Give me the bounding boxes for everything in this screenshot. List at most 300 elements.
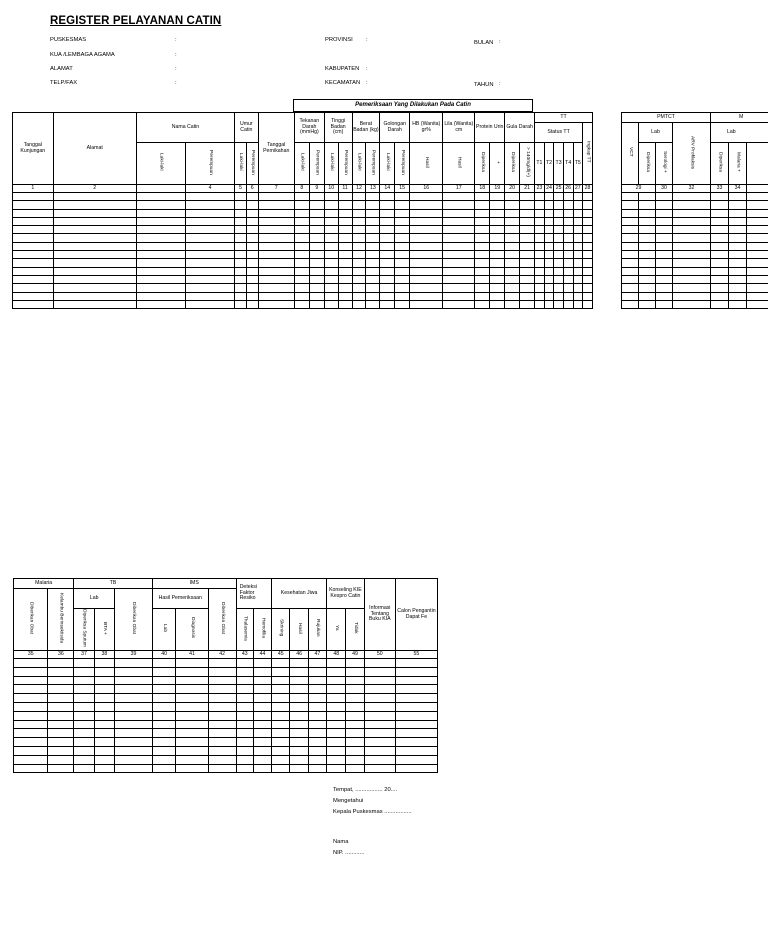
data-cell[interactable]	[48, 702, 74, 711]
data-cell[interactable]	[656, 201, 673, 209]
data-cell[interactable]	[208, 667, 236, 676]
data-cell[interactable]	[380, 201, 395, 209]
data-cell[interactable]	[366, 284, 380, 292]
data-cell[interactable]	[235, 234, 247, 242]
data-cell[interactable]	[338, 201, 352, 209]
data-cell[interactable]	[208, 738, 236, 747]
data-cell[interactable]	[309, 251, 324, 259]
data-cell[interactable]	[352, 242, 366, 250]
data-cell[interactable]	[272, 738, 290, 747]
data-cell[interactable]	[53, 217, 136, 225]
data-cell[interactable]	[115, 702, 153, 711]
data-cell[interactable]	[656, 300, 673, 308]
data-cell[interactable]	[346, 764, 364, 773]
data-cell[interactable]	[639, 259, 656, 267]
data-cell[interactable]	[729, 234, 747, 242]
data-cell[interactable]	[253, 729, 271, 738]
data-cell[interactable]	[152, 746, 176, 755]
data-cell[interactable]	[74, 738, 94, 747]
data-cell[interactable]	[544, 292, 554, 300]
data-cell[interactable]	[253, 694, 271, 703]
data-cell[interactable]	[364, 659, 395, 668]
data-cell[interactable]	[475, 275, 490, 283]
data-cell[interactable]	[364, 746, 395, 755]
data-cell[interactable]	[258, 292, 294, 300]
data-cell[interactable]	[352, 217, 366, 225]
data-cell[interactable]	[94, 746, 114, 755]
data-cell[interactable]	[352, 267, 366, 275]
data-cell[interactable]	[309, 226, 324, 234]
data-cell[interactable]	[48, 667, 74, 676]
data-cell[interactable]	[74, 702, 94, 711]
data-cell[interactable]	[573, 300, 583, 308]
data-cell[interactable]	[115, 764, 153, 773]
data-cell[interactable]	[74, 711, 94, 720]
data-cell[interactable]	[520, 201, 535, 209]
data-cell[interactable]	[246, 234, 258, 242]
data-cell[interactable]	[94, 711, 114, 720]
data-cell[interactable]	[235, 259, 247, 267]
data-cell[interactable]	[656, 275, 673, 283]
data-cell[interactable]	[136, 193, 185, 201]
data-cell[interactable]	[324, 201, 338, 209]
data-cell[interactable]	[14, 738, 48, 747]
data-cell[interactable]	[554, 201, 564, 209]
data-cell[interactable]	[14, 720, 48, 729]
data-cell[interactable]	[583, 209, 593, 217]
data-cell[interactable]	[294, 201, 309, 209]
data-cell[interactable]	[136, 209, 185, 217]
data-cell[interactable]	[290, 711, 308, 720]
data-cell[interactable]	[364, 711, 395, 720]
data-cell[interactable]	[208, 676, 236, 685]
data-cell[interactable]	[395, 729, 437, 738]
data-cell[interactable]	[490, 193, 505, 201]
data-cell[interactable]	[443, 300, 475, 308]
data-cell[interactable]	[656, 234, 673, 242]
data-cell[interactable]	[185, 201, 234, 209]
data-cell[interactable]	[639, 193, 656, 201]
data-cell[interactable]	[272, 755, 290, 764]
data-cell[interactable]	[366, 259, 380, 267]
data-cell[interactable]	[544, 284, 554, 292]
data-cell[interactable]	[53, 259, 136, 267]
data-cell[interactable]	[309, 284, 324, 292]
data-cell[interactable]	[505, 275, 520, 283]
data-cell[interactable]	[475, 193, 490, 201]
data-cell[interactable]	[380, 292, 395, 300]
data-cell[interactable]	[410, 209, 443, 217]
data-cell[interactable]	[639, 209, 656, 217]
data-cell[interactable]	[236, 720, 253, 729]
data-cell[interactable]	[583, 242, 593, 250]
data-cell[interactable]	[185, 193, 234, 201]
data-cell[interactable]	[639, 217, 656, 225]
data-cell[interactable]	[308, 711, 326, 720]
data-cell[interactable]	[152, 702, 176, 711]
data-cell[interactable]	[136, 226, 185, 234]
data-cell[interactable]	[505, 292, 520, 300]
data-cell[interactable]	[74, 685, 94, 694]
data-cell[interactable]	[622, 267, 639, 275]
data-cell[interactable]	[395, 259, 410, 267]
data-cell[interactable]	[520, 226, 535, 234]
data-cell[interactable]	[94, 694, 114, 703]
data-cell[interactable]	[290, 702, 308, 711]
data-cell[interactable]	[235, 292, 247, 300]
data-cell[interactable]	[13, 217, 54, 225]
data-cell[interactable]	[324, 234, 338, 242]
data-cell[interactable]	[711, 226, 729, 234]
data-cell[interactable]	[639, 251, 656, 259]
data-cell[interactable]	[573, 234, 583, 242]
data-cell[interactable]	[656, 267, 673, 275]
data-cell[interactable]	[53, 292, 136, 300]
data-cell[interactable]	[563, 251, 573, 259]
data-cell[interactable]	[729, 251, 747, 259]
data-cell[interactable]	[53, 193, 136, 201]
data-cell[interactable]	[554, 292, 564, 300]
data-cell[interactable]	[308, 702, 326, 711]
data-cell[interactable]	[673, 226, 711, 234]
data-cell[interactable]	[563, 217, 573, 225]
data-cell[interactable]	[136, 234, 185, 242]
data-cell[interactable]	[14, 729, 48, 738]
data-cell[interactable]	[544, 275, 554, 283]
data-cell[interactable]	[208, 746, 236, 755]
data-cell[interactable]	[235, 275, 247, 283]
data-cell[interactable]	[544, 259, 554, 267]
data-cell[interactable]	[410, 284, 443, 292]
data-cell[interactable]	[490, 284, 505, 292]
data-cell[interactable]	[327, 676, 346, 685]
data-cell[interactable]	[115, 659, 153, 668]
data-cell[interactable]	[272, 659, 290, 668]
data-cell[interactable]	[136, 217, 185, 225]
data-cell[interactable]	[185, 275, 234, 283]
data-cell[interactable]	[490, 209, 505, 217]
data-cell[interactable]	[443, 209, 475, 217]
data-cell[interactable]	[338, 275, 352, 283]
data-cell[interactable]	[554, 193, 564, 201]
data-cell[interactable]	[253, 738, 271, 747]
data-cell[interactable]	[729, 201, 747, 209]
data-cell[interactable]	[338, 209, 352, 217]
data-cell[interactable]	[747, 217, 768, 225]
data-cell[interactable]	[246, 242, 258, 250]
data-cell[interactable]	[490, 217, 505, 225]
data-cell[interactable]	[290, 667, 308, 676]
data-cell[interactable]	[338, 217, 352, 225]
data-cell[interactable]	[176, 694, 208, 703]
data-cell[interactable]	[563, 226, 573, 234]
data-cell[interactable]	[176, 659, 208, 668]
data-cell[interactable]	[380, 209, 395, 217]
data-cell[interactable]	[535, 209, 545, 217]
data-cell[interactable]	[520, 209, 535, 217]
data-cell[interactable]	[48, 764, 74, 773]
data-cell[interactable]	[380, 226, 395, 234]
data-cell[interactable]	[327, 711, 346, 720]
data-cell[interactable]	[475, 292, 490, 300]
data-cell[interactable]	[346, 694, 364, 703]
data-cell[interactable]	[544, 234, 554, 242]
data-cell[interactable]	[505, 217, 520, 225]
data-cell[interactable]	[48, 738, 74, 747]
data-cell[interactable]	[308, 729, 326, 738]
data-cell[interactable]	[236, 764, 253, 773]
data-cell[interactable]	[583, 300, 593, 308]
data-cell[interactable]	[258, 259, 294, 267]
data-cell[interactable]	[294, 209, 309, 217]
data-cell[interactable]	[272, 729, 290, 738]
data-cell[interactable]	[443, 217, 475, 225]
data-cell[interactable]	[747, 234, 768, 242]
data-cell[interactable]	[711, 292, 729, 300]
data-cell[interactable]	[443, 292, 475, 300]
data-cell[interactable]	[258, 284, 294, 292]
data-cell[interactable]	[352, 275, 366, 283]
data-cell[interactable]	[176, 702, 208, 711]
data-cell[interactable]	[176, 711, 208, 720]
data-cell[interactable]	[115, 738, 153, 747]
data-cell[interactable]	[366, 209, 380, 217]
data-cell[interactable]	[246, 259, 258, 267]
data-cell[interactable]	[622, 217, 639, 225]
data-cell[interactable]	[290, 676, 308, 685]
data-cell[interactable]	[747, 259, 768, 267]
data-cell[interactable]	[74, 720, 94, 729]
data-cell[interactable]	[308, 746, 326, 755]
data-cell[interactable]	[554, 259, 564, 267]
data-cell[interactable]	[410, 217, 443, 225]
data-cell[interactable]	[443, 275, 475, 283]
data-cell[interactable]	[246, 267, 258, 275]
data-cell[interactable]	[324, 275, 338, 283]
data-cell[interactable]	[272, 746, 290, 755]
data-cell[interactable]	[563, 193, 573, 201]
data-cell[interactable]	[324, 259, 338, 267]
data-cell[interactable]	[544, 201, 554, 209]
data-cell[interactable]	[563, 300, 573, 308]
data-cell[interactable]	[290, 755, 308, 764]
data-cell[interactable]	[208, 702, 236, 711]
data-cell[interactable]	[13, 292, 54, 300]
data-cell[interactable]	[583, 193, 593, 201]
data-cell[interactable]	[152, 720, 176, 729]
data-cell[interactable]	[583, 284, 593, 292]
data-cell[interactable]	[656, 242, 673, 250]
data-cell[interactable]	[364, 738, 395, 747]
data-cell[interactable]	[573, 292, 583, 300]
data-cell[interactable]	[185, 209, 234, 217]
data-cell[interactable]	[729, 217, 747, 225]
data-cell[interactable]	[673, 267, 711, 275]
data-cell[interactable]	[639, 267, 656, 275]
data-cell[interactable]	[505, 284, 520, 292]
data-cell[interactable]	[185, 251, 234, 259]
data-cell[interactable]	[366, 275, 380, 283]
data-cell[interactable]	[152, 755, 176, 764]
data-cell[interactable]	[443, 193, 475, 201]
data-cell[interactable]	[395, 676, 437, 685]
data-cell[interactable]	[490, 234, 505, 242]
data-cell[interactable]	[544, 226, 554, 234]
data-cell[interactable]	[324, 267, 338, 275]
data-cell[interactable]	[236, 659, 253, 668]
data-cell[interactable]	[520, 242, 535, 250]
data-cell[interactable]	[346, 702, 364, 711]
data-cell[interactable]	[535, 226, 545, 234]
data-cell[interactable]	[176, 667, 208, 676]
data-cell[interactable]	[308, 667, 326, 676]
data-cell[interactable]	[490, 292, 505, 300]
data-cell[interactable]	[208, 720, 236, 729]
data-cell[interactable]	[13, 209, 54, 217]
data-cell[interactable]	[258, 300, 294, 308]
data-cell[interactable]	[338, 300, 352, 308]
data-cell[interactable]	[622, 234, 639, 242]
data-cell[interactable]	[364, 694, 395, 703]
data-cell[interactable]	[364, 720, 395, 729]
data-cell[interactable]	[544, 209, 554, 217]
data-cell[interactable]	[747, 300, 768, 308]
data-cell[interactable]	[309, 242, 324, 250]
data-cell[interactable]	[583, 201, 593, 209]
data-cell[interactable]	[253, 702, 271, 711]
data-cell[interactable]	[136, 275, 185, 283]
data-cell[interactable]	[747, 209, 768, 217]
data-cell[interactable]	[290, 720, 308, 729]
data-cell[interactable]	[246, 275, 258, 283]
data-cell[interactable]	[395, 217, 410, 225]
data-cell[interactable]	[395, 702, 437, 711]
data-cell[interactable]	[622, 242, 639, 250]
data-cell[interactable]	[520, 284, 535, 292]
data-cell[interactable]	[711, 259, 729, 267]
data-cell[interactable]	[246, 217, 258, 225]
data-cell[interactable]	[152, 694, 176, 703]
data-cell[interactable]	[14, 746, 48, 755]
data-cell[interactable]	[443, 259, 475, 267]
data-cell[interactable]	[272, 720, 290, 729]
data-cell[interactable]	[520, 234, 535, 242]
data-cell[interactable]	[410, 292, 443, 300]
data-cell[interactable]	[48, 729, 74, 738]
data-cell[interactable]	[235, 251, 247, 259]
data-cell[interactable]	[711, 193, 729, 201]
data-cell[interactable]	[136, 251, 185, 259]
data-cell[interactable]	[443, 284, 475, 292]
data-cell[interactable]	[490, 275, 505, 283]
data-cell[interactable]	[352, 292, 366, 300]
data-cell[interactable]	[352, 251, 366, 259]
data-cell[interactable]	[747, 275, 768, 283]
data-cell[interactable]	[136, 259, 185, 267]
data-cell[interactable]	[152, 711, 176, 720]
data-cell[interactable]	[94, 685, 114, 694]
data-cell[interactable]	[410, 242, 443, 250]
data-cell[interactable]	[443, 242, 475, 250]
data-cell[interactable]	[554, 209, 564, 217]
data-cell[interactable]	[563, 275, 573, 283]
data-cell[interactable]	[13, 201, 54, 209]
data-cell[interactable]	[573, 275, 583, 283]
data-cell[interactable]	[185, 217, 234, 225]
data-cell[interactable]	[395, 764, 437, 773]
data-cell[interactable]	[324, 251, 338, 259]
data-cell[interactable]	[258, 193, 294, 201]
data-cell[interactable]	[309, 292, 324, 300]
data-cell[interactable]	[346, 729, 364, 738]
data-cell[interactable]	[115, 729, 153, 738]
data-cell[interactable]	[14, 676, 48, 685]
data-cell[interactable]	[583, 259, 593, 267]
data-cell[interactable]	[395, 226, 410, 234]
data-cell[interactable]	[53, 275, 136, 283]
data-cell[interactable]	[443, 234, 475, 242]
data-cell[interactable]	[622, 209, 639, 217]
data-cell[interactable]	[352, 226, 366, 234]
data-cell[interactable]	[14, 659, 48, 668]
data-cell[interactable]	[364, 764, 395, 773]
data-cell[interactable]	[235, 300, 247, 308]
data-cell[interactable]	[258, 251, 294, 259]
data-cell[interactable]	[380, 259, 395, 267]
data-cell[interactable]	[673, 300, 711, 308]
data-cell[interactable]	[490, 201, 505, 209]
data-cell[interactable]	[380, 193, 395, 201]
data-cell[interactable]	[729, 226, 747, 234]
data-cell[interactable]	[258, 242, 294, 250]
data-cell[interactable]	[309, 275, 324, 283]
data-cell[interactable]	[395, 720, 437, 729]
data-cell[interactable]	[366, 201, 380, 209]
data-cell[interactable]	[520, 292, 535, 300]
data-cell[interactable]	[544, 217, 554, 225]
data-cell[interactable]	[656, 217, 673, 225]
data-cell[interactable]	[747, 292, 768, 300]
data-cell[interactable]	[366, 242, 380, 250]
data-cell[interactable]	[309, 193, 324, 201]
data-cell[interactable]	[136, 292, 185, 300]
data-cell[interactable]	[554, 300, 564, 308]
data-cell[interactable]	[258, 275, 294, 283]
data-cell[interactable]	[490, 267, 505, 275]
data-cell[interactable]	[656, 209, 673, 217]
data-cell[interactable]	[380, 234, 395, 242]
data-cell[interactable]	[152, 667, 176, 676]
data-cell[interactable]	[366, 234, 380, 242]
data-cell[interactable]	[639, 292, 656, 300]
data-cell[interactable]	[185, 292, 234, 300]
data-cell[interactable]	[366, 193, 380, 201]
data-cell[interactable]	[747, 201, 768, 209]
data-cell[interactable]	[338, 242, 352, 250]
data-cell[interactable]	[673, 251, 711, 259]
data-cell[interactable]	[673, 292, 711, 300]
data-cell[interactable]	[563, 259, 573, 267]
data-cell[interactable]	[294, 193, 309, 201]
data-cell[interactable]	[136, 242, 185, 250]
data-cell[interactable]	[327, 746, 346, 755]
data-cell[interactable]	[309, 259, 324, 267]
data-cell[interactable]	[622, 251, 639, 259]
data-cell[interactable]	[563, 242, 573, 250]
data-cell[interactable]	[747, 284, 768, 292]
data-cell[interactable]	[535, 234, 545, 242]
data-cell[interactable]	[563, 201, 573, 209]
